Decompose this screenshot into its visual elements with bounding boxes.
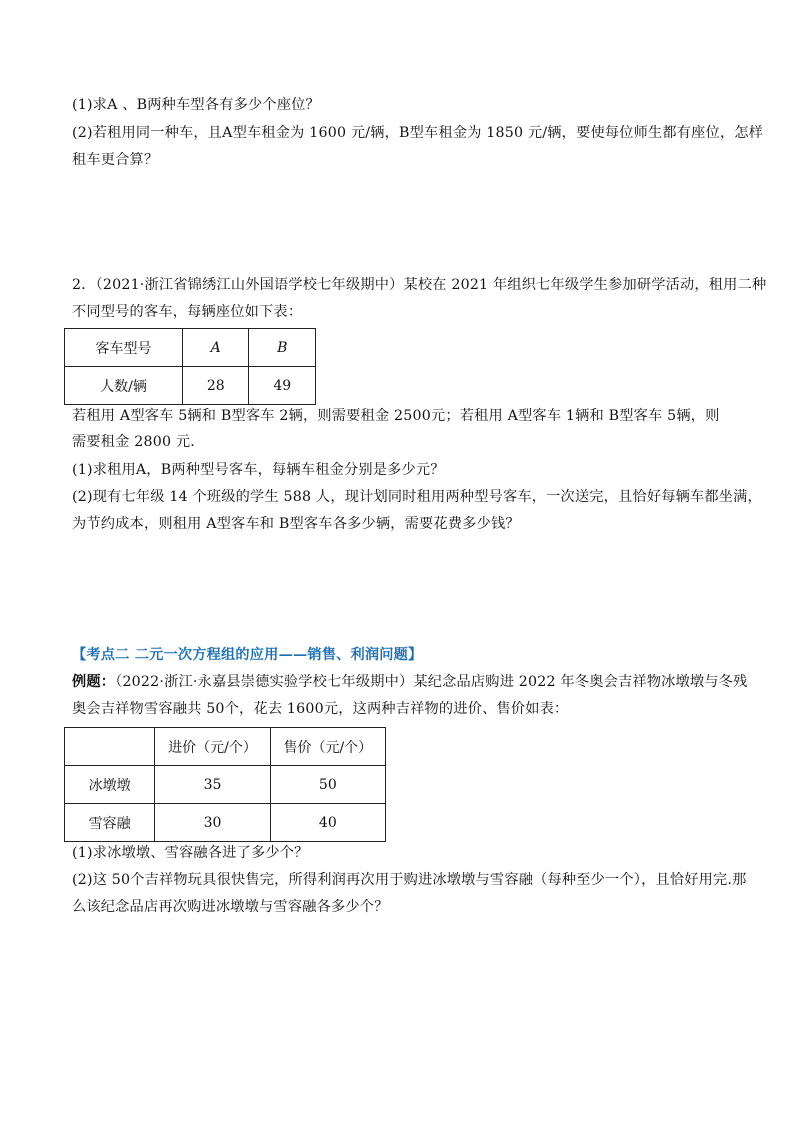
topic2-sub1: (1)求冰墩墩、雪容融各进了多少个？: [72, 845, 309, 861]
mascot-price-table: [64, 727, 386, 842]
q1-sub2-line2: 租车更合算？: [72, 152, 159, 168]
topic2-example-line1: [72, 672, 748, 692]
mascot-table-row-price: 50: [270, 766, 385, 804]
bus-seat-table: [64, 328, 316, 405]
bus-table-row-label: 人数/辆: [65, 367, 183, 405]
q2-cond-line1: 若租用 A型客车 5辆和 B型客车 2辆，则需要租金 2500元；若租用 A型客车 1辆和 B型客车 5辆，则: [72, 408, 720, 424]
topic2-sub2-line2: 么该纪念品店再次购进冰墩墩与雪容融各多少个？: [72, 899, 389, 915]
q2-intro-line1: 2．（2021·浙江省锦绣江山外国语学校七年级期中）某校在 2021 年组织七年级学生参加研学活动，租用二种: [72, 277, 767, 293]
q2-cond-line2: 需要租金 2800 元.: [72, 434, 195, 450]
topic2-sub2-line1: (2)这 50个吉祥物玩具很快售完，所得利润再次用于购进冰墩墩与雪容融（每种至少一个），且恰好用完.那: [72, 872, 747, 888]
example-text: （2022·浙江·永嘉县崇德实验学校七年级期中）某纪念品店购进 2022 年冬奥会吉祥物冰墩墩与冬残: [115, 674, 748, 690]
q1-sub1: (1)求A 、B两种车型各有多少个座位？: [72, 97, 320, 113]
example-label: 例题：: [72, 674, 116, 690]
mascot-table-row-name: 雪容融: [65, 804, 155, 842]
q2-sub2-line1: (2)现有七年级 14 个班级的学生 588 人，现计划同时租用两种型号客车，一次送完，且恰好每辆车都坐满，: [72, 489, 762, 505]
mascot-table-row-cost: 30: [155, 804, 270, 842]
bus-table-header-type: 客车型号: [65, 329, 183, 367]
topic2-heading: 【考点二 二元一次方程组的应用——销售、利润问题】: [72, 647, 423, 663]
bus-table-header-a: A: [182, 329, 249, 367]
mascot-table-header-price: 售价（元/个）: [270, 728, 385, 766]
mascot-table-row-price: 40: [270, 804, 385, 842]
q2-intro-line2: 不同型号的客车，每辆座位如下表：: [72, 304, 303, 320]
q2-sub2-line2: 为节约成本，则租用 A型客车和 B型客车各多少辆，需要花费多少钱？: [72, 516, 520, 532]
mascot-table-corner: [65, 728, 155, 766]
mascot-table-row-cost: 35: [155, 766, 270, 804]
topic2-example-line2: 奥会吉祥物雪容融共 50个，花去 1600元，这两种吉祥物的进价、售价如表：: [72, 701, 569, 717]
mascot-table-header-cost: 进价（元/个）: [155, 728, 270, 766]
q2-sub1: (1)求租用A，B两种型号客车，每辆车租金分别是多少元？: [72, 462, 445, 478]
mascot-table-row-name: 冰墩墩: [65, 766, 155, 804]
bus-table-b-seats: 49: [249, 367, 316, 405]
bus-table-a-seats: 28: [182, 367, 249, 405]
q1-sub2-line1: (2)若租用同一种车，且A型车租金为 1600 元/辆，B型车租金为 1850 元/辆，要使每位师生都有座位，怎样: [72, 125, 764, 141]
bus-table-header-b: B: [249, 329, 316, 367]
